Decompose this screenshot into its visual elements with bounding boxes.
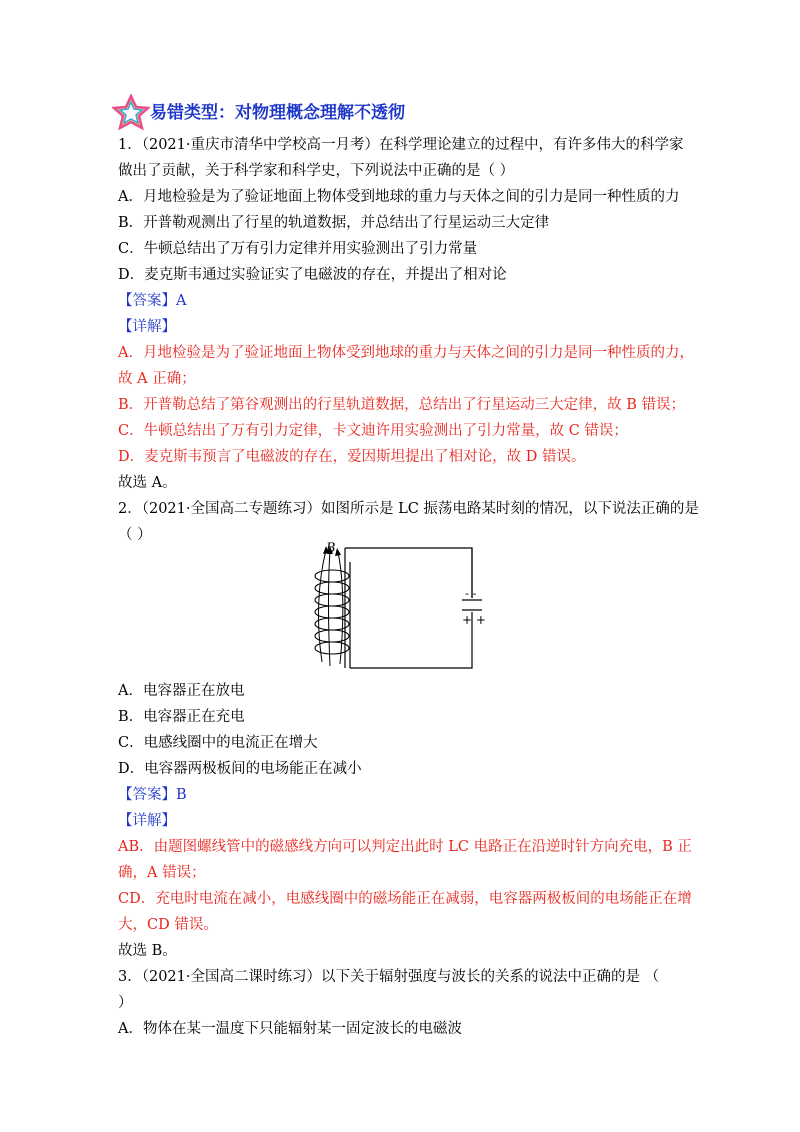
q2-explanation-line: CD．充电时电流在减小，电感线圈中的磁场能正在减弱，电容器两极板间的电场能正在增	[118, 891, 692, 907]
q2-option-d: D．电容器两极板间的电场能正在减小	[118, 761, 362, 777]
q2-answer: 【答案】B	[118, 787, 187, 803]
capacitor-top-plate-label: - -	[465, 587, 477, 600]
q3-stem-line1: 3．（2021·全国高二课时练习）以下关于辐射强度与波长的关系的说法中正确的是 （	[118, 969, 660, 985]
q1-conclusion: 故选 A。	[118, 475, 177, 491]
q2-detail-label: 【详解】	[118, 813, 176, 829]
q1-option-b: B．开普勒观测出了行星的轨道数据，并总结出了行星运动三大定律	[118, 215, 550, 231]
q2-explanation-line: 大，CD 错误。	[118, 917, 218, 933]
section-heading: 易错类型：对物理概念理解不透彻	[150, 103, 405, 123]
q1-explanation-line: A．月地检验是为了验证地面上物体受到地球的重力与天体之间的引力是同一种性质的力，	[118, 345, 694, 361]
q3-stem-line2: ）	[118, 995, 133, 1011]
q1-explanation-line: D．麦克斯韦预言了电磁波的存在，爱因斯坦提出了相对论，故 D 错误。	[118, 449, 586, 465]
q2-stem-line1: 2．（2021·全国高二专题练习）如图所示是 LC 振荡电路某时刻的情况，以下说法正确的是	[118, 501, 699, 517]
capacitor-bottom-plate-label: + +	[462, 613, 486, 627]
q1-option-d: D．麦克斯韦通过实验证实了电磁波的存在，并提出了相对论	[118, 267, 507, 283]
q1-option-c: C．牛顿总结出了万有引力定律并用实验测出了引力常量	[118, 241, 478, 257]
q1-explanation-line: 故 A 正确；	[118, 371, 196, 387]
q2-explanation-line: 确，A 错误；	[118, 865, 206, 881]
q1-option-a: A．月地检验是为了验证地面上物体受到地球的重力与天体之间的引力是同一种性质的力	[118, 189, 680, 205]
q2-option-a: A．电容器正在放电	[118, 683, 245, 699]
q3-option-a: A．物体在某一温度下只能辐射某一固定波长的电磁波	[118, 1021, 462, 1037]
q1-stem-line1: 1．（2021·重庆市清华中学校高一月考）在科学理论建立的过程中，有许多伟大的科学家	[118, 137, 684, 153]
lc-circuit-diagram	[300, 542, 500, 678]
q1-explanation-line: B．开普勒总结了第谷观测出的行星轨道数据，总结出了行星运动三大定律，故 B 错误；	[118, 397, 686, 413]
q2-option-c: C．电感线圈中的电流正在增大	[118, 735, 318, 751]
q1-answer: 【答案】A	[118, 293, 187, 309]
q2-stem-line2: （ ）	[118, 527, 152, 543]
q1-stem-line2: 做出了贡献，关于科学家和科学史，下列说法中正确的是（ ）	[118, 163, 515, 179]
q2-explanation-line: AB．由题图螺线管中的磁感线方向可以判定出此时 LC 电路正在沿逆时针方向充电，B 正	[118, 839, 692, 855]
q1-explanation-line: C．牛顿总结出了万有引力定律，卡文迪许用实验测出了引力常量，故 C 错误；	[118, 423, 628, 439]
star-icon	[112, 94, 150, 130]
q2-conclusion: 故选 B。	[118, 943, 177, 959]
magnetic-field-label: B	[326, 542, 336, 556]
q2-option-b: B．电容器正在充电	[118, 709, 245, 725]
q1-detail-label: 【详解】	[118, 319, 176, 335]
